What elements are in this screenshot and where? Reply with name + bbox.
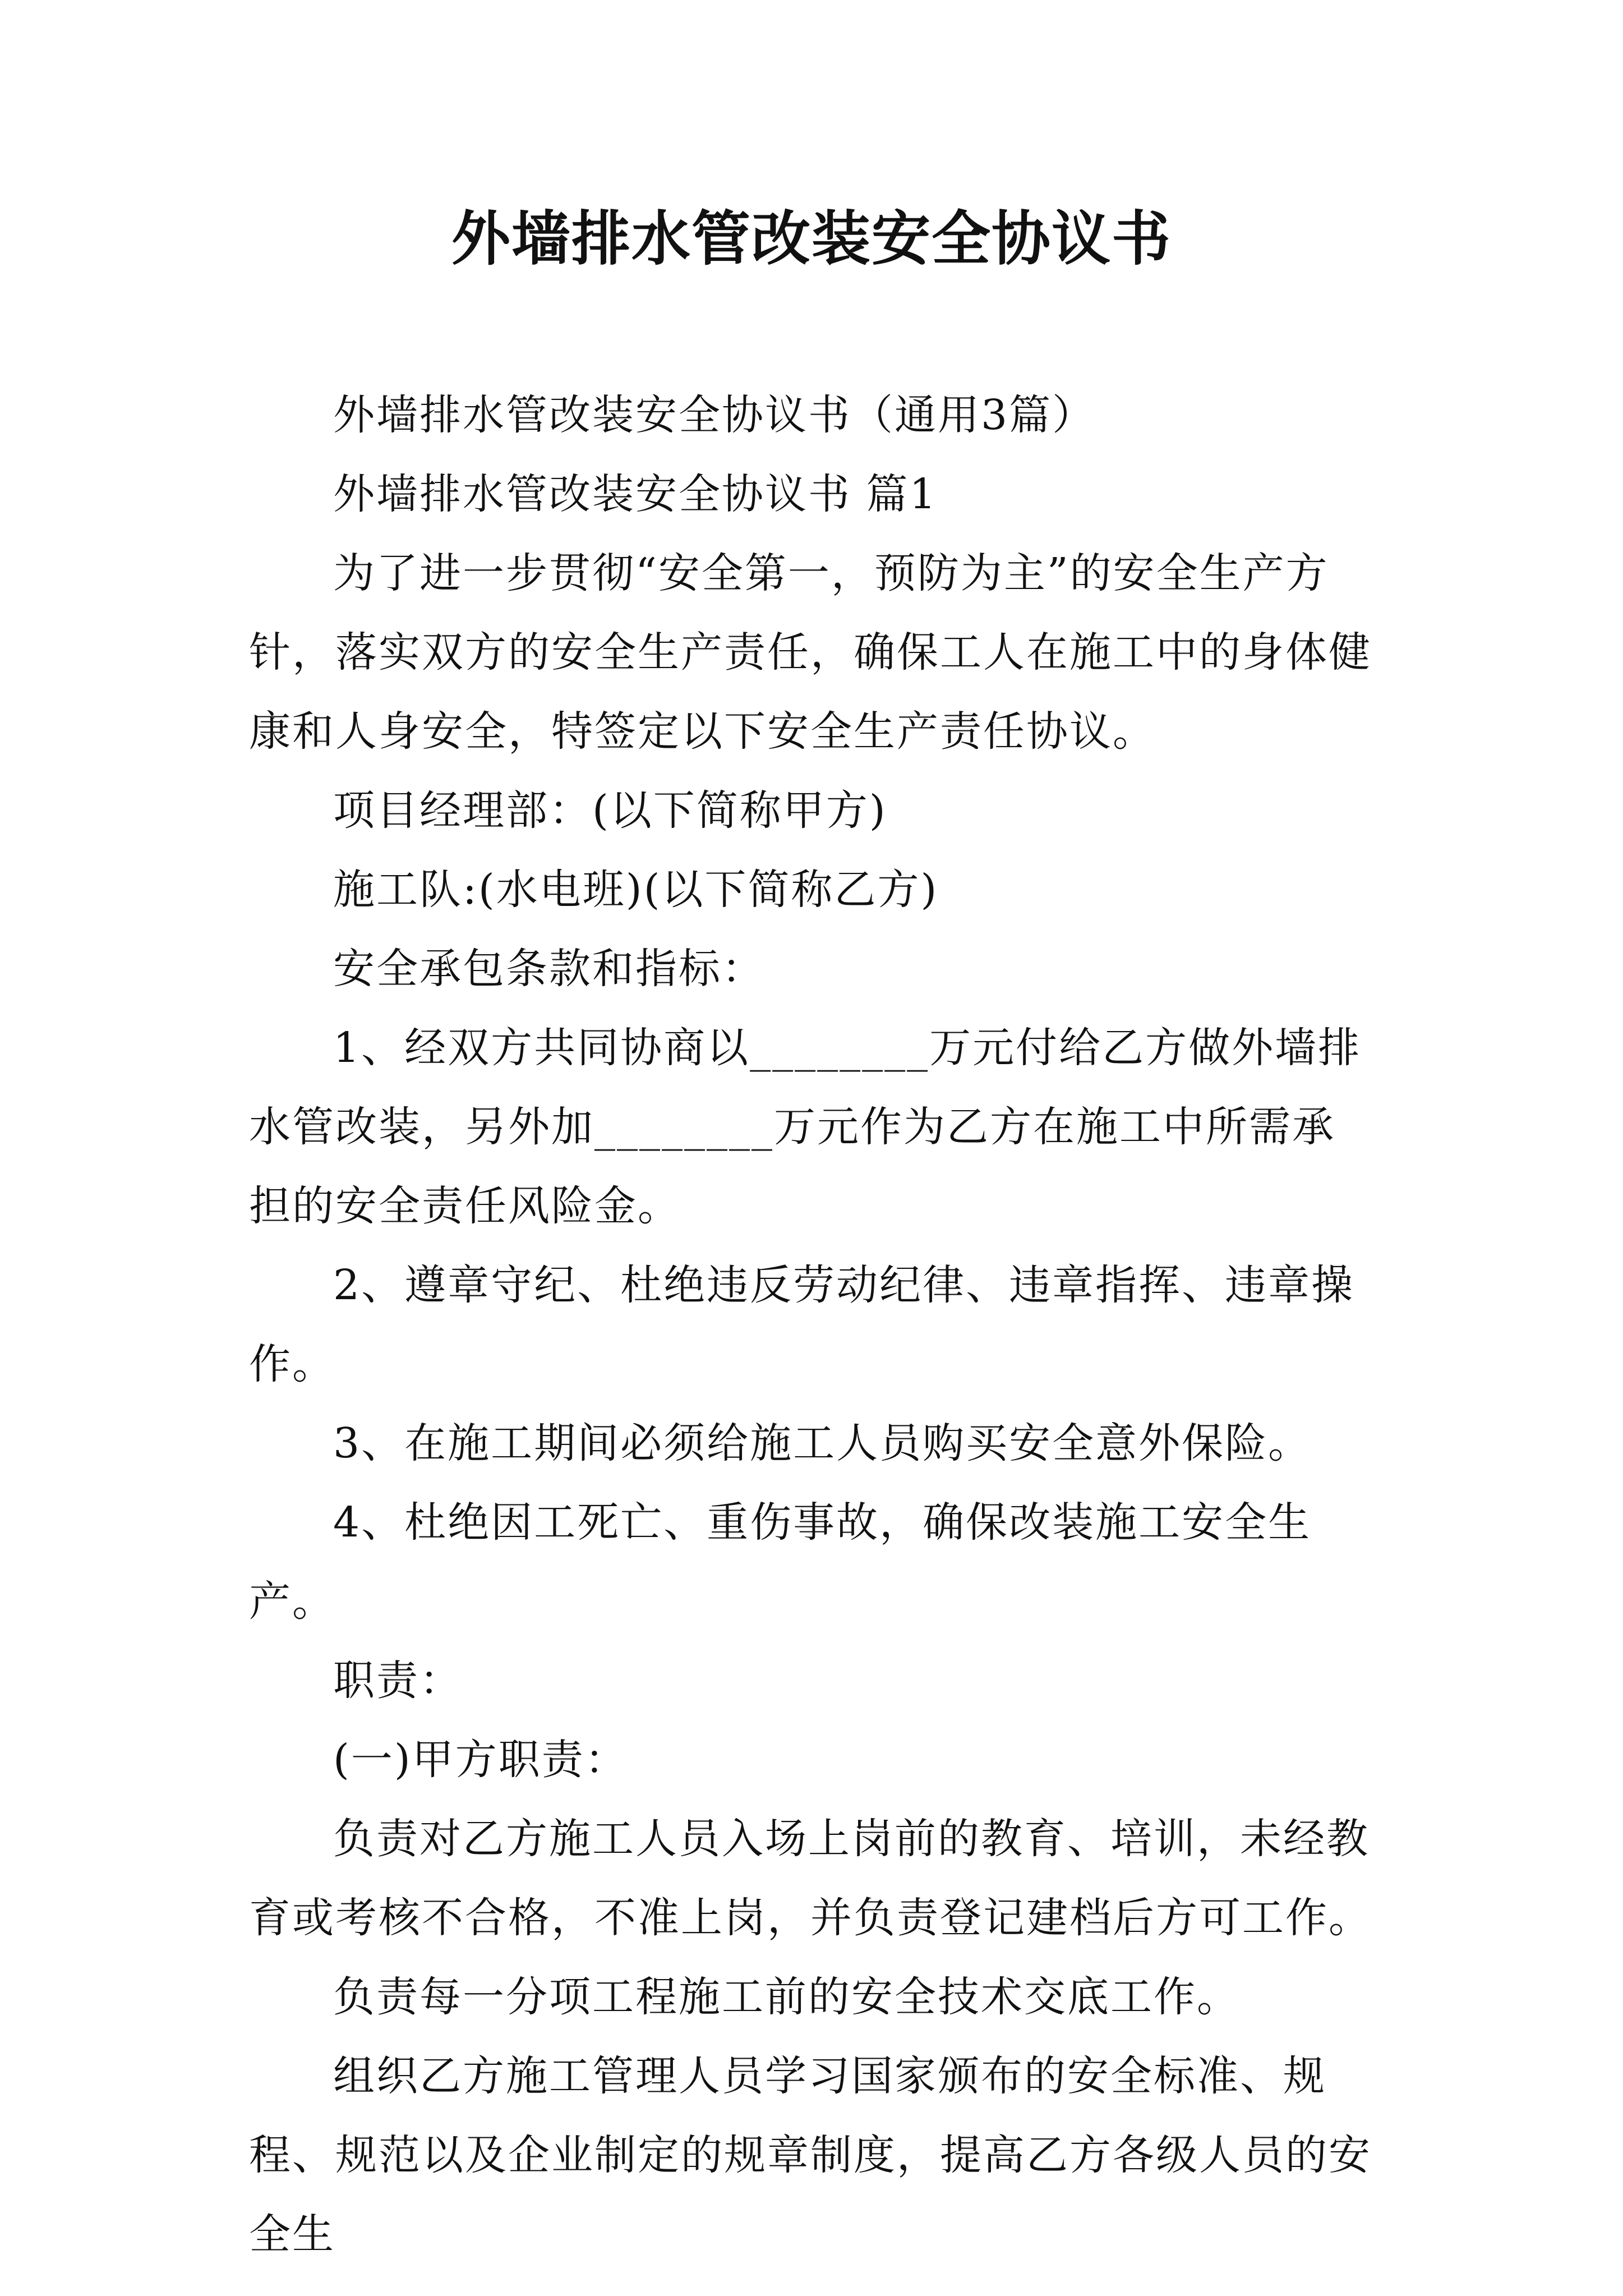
paragraph-section-heading: 外墙排水管改装安全协议书 篇1 bbox=[333, 470, 938, 518]
paragraph-term-1: 1、经双方共同协商以________万元付给乙方做外墙排水管改装，另外加________万元作为乙方在施工中所需承担的安全责任风险金。 bbox=[249, 1024, 1362, 1230]
paragraph-terms-heading: 安全承包条款和指标： bbox=[333, 945, 765, 993]
paragraph-term-3: 3、在施工期间必须给施工人员购买安全意外保险。 bbox=[333, 1419, 1312, 1467]
paragraph-term-4: 4、杜绝因工死亡、重伤事故，确保改装施工安全生产。 bbox=[249, 1498, 1312, 1626]
paragraph-intro: 为了进一步贯彻“安全第一，预防为主”的安全生产方针，落实双方的安全生产责任，确保工人在施工中的身体健康和人身安全，特签定以下安全生产责任协议。 bbox=[249, 549, 1372, 756]
paragraph-duty-briefing: 负责每一分项工程施工前的安全技术交底工作。 bbox=[333, 1973, 1240, 2021]
document-title: 外墙排水管改装安全协议书 bbox=[451, 204, 1172, 273]
paragraph-party-a-duties-heading: (一)甲方职责： bbox=[333, 1736, 628, 1784]
paragraph-duty-study: 组织乙方施工管理人员学习国家颁布的安全标准、规程、规范以及企业制定的规章制度，提高乙方各级人员的安全生 bbox=[249, 2052, 1372, 2258]
paragraph-term-2: 2、遵章守纪、杜绝违反劳动纪律、违章指挥、违章操作。 bbox=[249, 1261, 1355, 1388]
paragraph-subtitle: 外墙排水管改装安全协议书（通用3篇） bbox=[333, 391, 1096, 439]
paragraph-duties-heading: 职责： bbox=[333, 1657, 463, 1705]
paragraph-party-b: 施工队:(水电班)(以下简称乙方) bbox=[333, 866, 939, 914]
paragraph-party-a: 项目经理部：(以下简称甲方) bbox=[333, 786, 887, 835]
document-body bbox=[249, 376, 1376, 2274]
paragraph-duty-training: 负责对乙方施工人员入场上岗前的教育、培训，未经教育或考核不合格，不准上岗，并负责登记建档后方可工作。 bbox=[249, 1815, 1372, 1942]
